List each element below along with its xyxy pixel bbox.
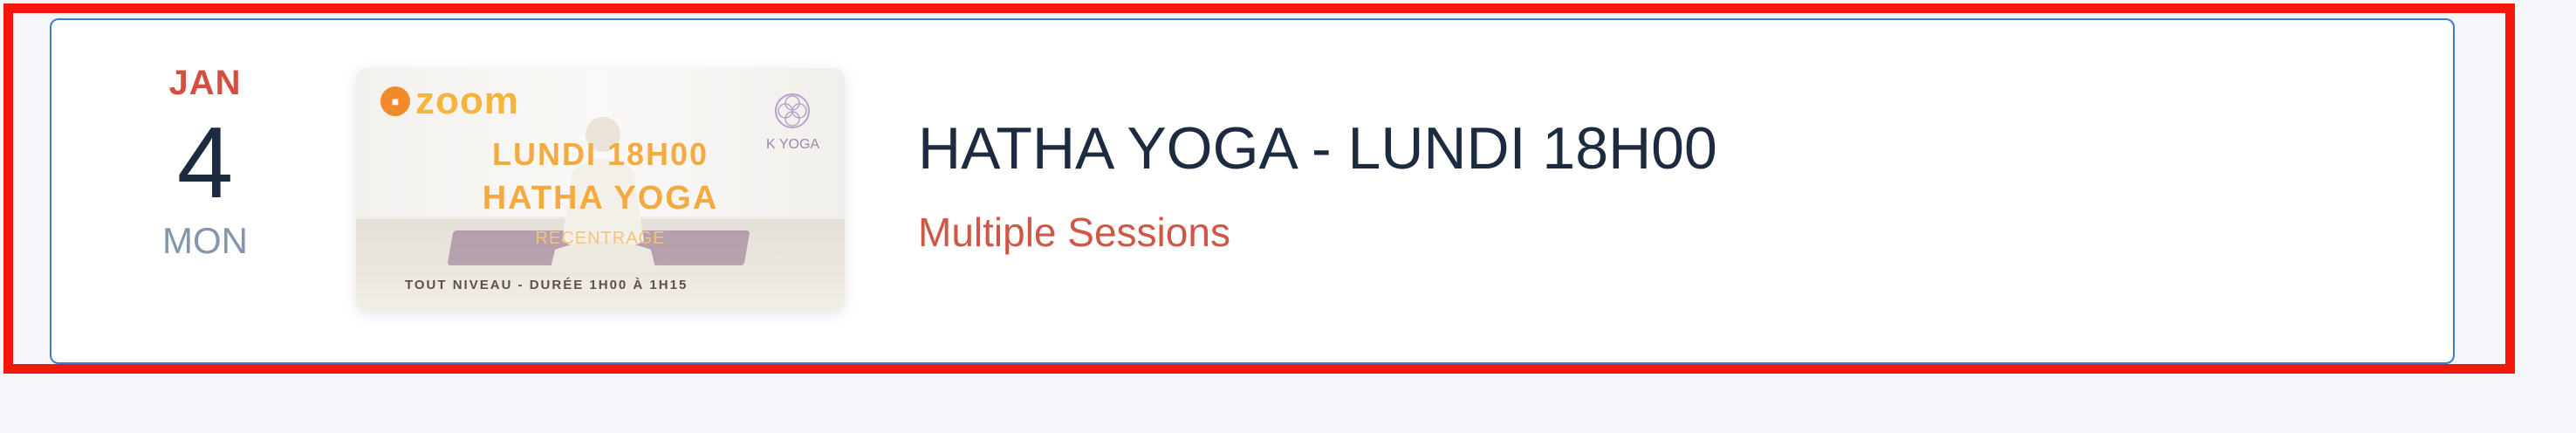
zoom-brand: ■ zoom (380, 82, 519, 120)
thumb-class: HATHA YOGA (482, 180, 719, 216)
event-info (918, 113, 1717, 257)
thumb-subtitle: RECENTRAGE (535, 229, 666, 248)
thumb-details: TOUT NIVEAU - DURÉE 1H00 À 1H15 (405, 278, 689, 292)
zoom-camera-icon: ■ (380, 86, 410, 116)
k-yoga-logo: K YOGA (766, 91, 819, 153)
event-thumbnail[interactable] (356, 68, 845, 311)
event-weekday: MON (162, 220, 248, 261)
event-date (83, 61, 327, 264)
event-month: JAN (168, 64, 242, 102)
event-day: 4 (176, 106, 234, 219)
event-title[interactable]: HATHA YOGA - LUNDI 18H00 (918, 115, 1717, 182)
thumb-time: LUNDI 18H00 (491, 136, 709, 172)
lotus-icon (772, 91, 812, 131)
event-sessions-label: Multiple Sessions (918, 210, 1230, 255)
